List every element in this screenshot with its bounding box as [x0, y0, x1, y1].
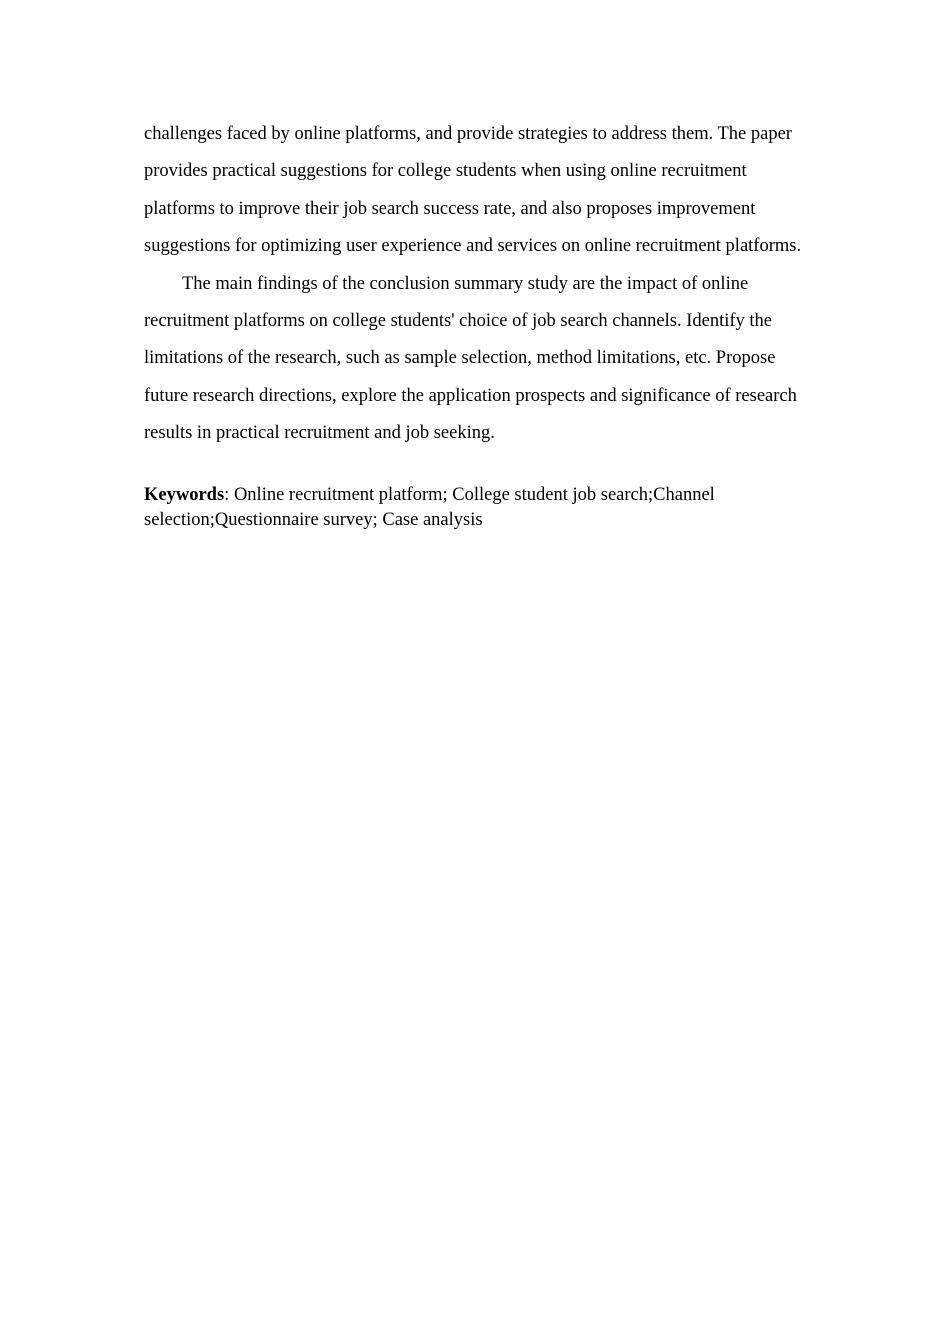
keywords-separator: :: [224, 484, 234, 505]
page-body: [144, 116, 804, 533]
keywords-label: Keywords: [144, 484, 225, 505]
keywords-line: [144, 483, 804, 533]
body-paragraph-1: challenges faced by online platforms, and provide strategies to address them. The paper provides practical suggestions for college students when using online recruitment platforms to improve their job search success rate, and also proposes improvement suggestions for optimizing user experience and services on online recruitment platforms.: [144, 124, 802, 257]
keywords-text: Online recruitment platform; College student job search;Channel selection;Questionnaire survey; Case analysis: [144, 484, 715, 530]
body-paragraph-2: The main findings of the conclusion summary study are the impact of online recruitment platforms on college students' choice of job search channels. Identify the limitations of the research, such as sample selection, method limitations, etc. Propose future research directions, explore the application prospects and significance of research results in practical recruitment and job seeking.: [144, 273, 797, 444]
